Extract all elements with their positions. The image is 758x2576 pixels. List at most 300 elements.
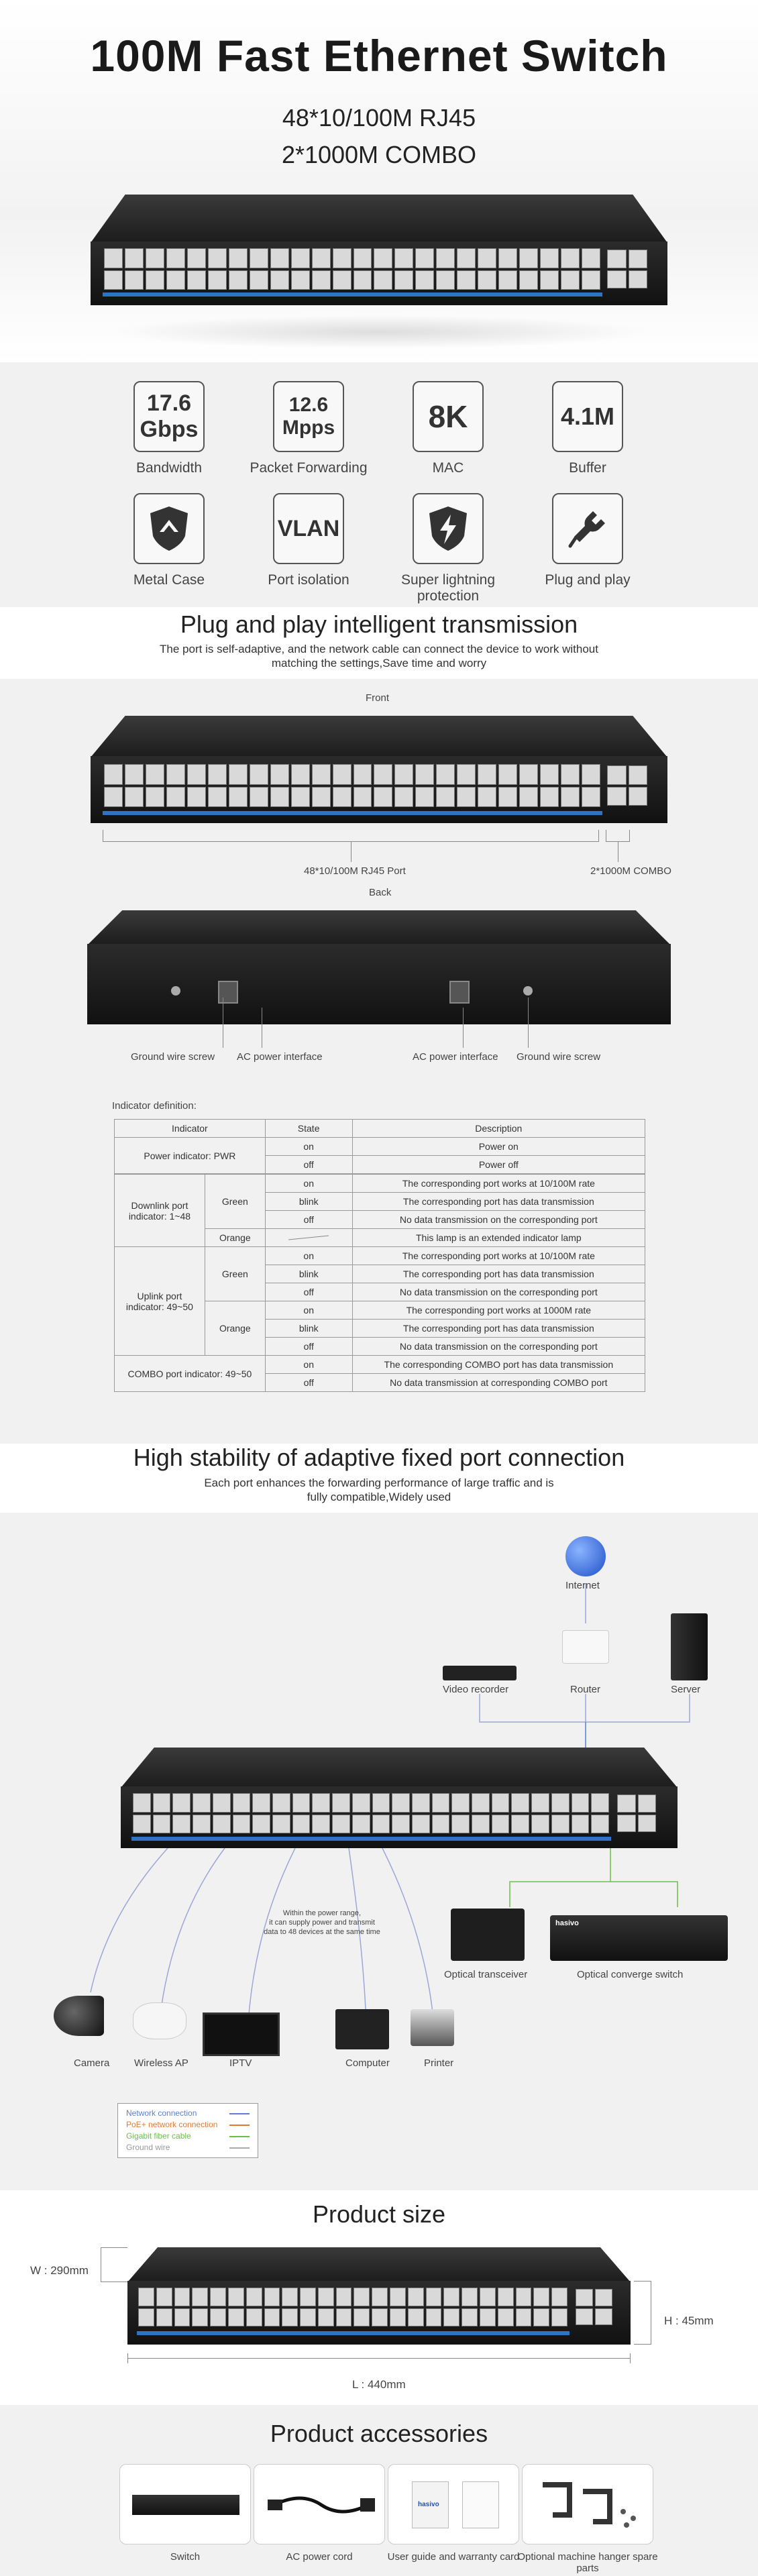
port-cell — [519, 787, 538, 808]
front-label: Front — [366, 692, 390, 704]
port-cell — [270, 787, 289, 808]
port-cell — [436, 764, 455, 785]
port-cell — [272, 1793, 290, 1813]
iptv-label: IPTV — [229, 2057, 252, 2069]
computer-icon — [335, 2009, 389, 2049]
port-cell — [312, 764, 331, 785]
port-cell — [292, 1793, 311, 1813]
port-cell — [213, 1793, 231, 1813]
port-cell — [374, 787, 392, 808]
topology-switch-image — [121, 1748, 678, 1848]
port-cell — [252, 1793, 270, 1813]
port-cell — [125, 764, 144, 785]
port-cell — [125, 248, 144, 268]
computer-label: Computer — [345, 2057, 390, 2069]
table-row: Orange on The corresponding port works at 1000M rate — [115, 1301, 645, 1320]
port-cell — [193, 1815, 211, 1834]
port-cell — [291, 787, 310, 808]
spec-section — [0, 362, 758, 607]
plug-section-title: Plug and play intelligent transmission — [180, 610, 578, 638]
port-cell — [250, 248, 268, 268]
port-cell — [336, 2288, 352, 2306]
port-cell — [138, 2308, 154, 2327]
port-cell — [436, 270, 455, 290]
port-cell — [638, 1794, 657, 1813]
port-cell — [511, 1815, 529, 1834]
internet-label: Internet — [565, 1580, 600, 1591]
port-cell — [591, 1815, 609, 1834]
port-cell — [607, 270, 627, 289]
port-cell — [443, 2308, 459, 2327]
table-row: blink The corresponding port has data transmission — [115, 1265, 645, 1283]
port-cell — [208, 787, 227, 808]
plug-icon — [566, 507, 609, 550]
warranty-card-icon — [462, 2481, 499, 2528]
hero-title: 100M Fast Ethernet Switch — [90, 31, 668, 80]
rj45-port-label: 48*10/100M RJ45 Port — [304, 865, 406, 877]
port-cell — [540, 270, 559, 290]
port-cell — [133, 1793, 151, 1813]
hero-combo-ports — [607, 250, 647, 288]
accessories-band — [0, 2405, 758, 2576]
spec-buffer: 4.1M Buffer — [527, 381, 648, 476]
port-cell — [192, 2308, 208, 2327]
port-cell — [443, 2288, 459, 2306]
port-cell — [390, 2288, 406, 2306]
port-cell — [392, 1815, 410, 1834]
plug-section-desc-1: The port is self-adaptive, and the network cable can connect the device to work without — [160, 643, 598, 655]
table-row: off No data transmission at corresponding COMBO port — [115, 1374, 645, 1392]
port-cell — [156, 2288, 172, 2306]
port-cell — [270, 270, 289, 290]
size-height: H : 45mm — [664, 2314, 714, 2327]
accessory-power-cord-card — [254, 2464, 385, 2544]
back-switch-image — [87, 910, 671, 1024]
port-cell — [354, 248, 372, 268]
port-cell — [595, 2308, 612, 2326]
port-cell — [153, 1815, 171, 1834]
accessory-label-power-cord: AC power cord — [286, 2551, 353, 2563]
port-cell — [498, 764, 517, 785]
switch-thumbnail — [132, 2495, 239, 2515]
port-cell — [104, 764, 123, 785]
port-cell — [607, 787, 627, 806]
camera-label: Camera — [74, 2057, 110, 2069]
port-cell — [166, 248, 185, 268]
port-cell — [213, 1815, 231, 1834]
accessory-label-hanger: Optional machine hanger spare parts — [517, 2551, 658, 2574]
port-cell — [104, 270, 123, 290]
legend-item: Gigabit fiber cable — [126, 2131, 250, 2142]
port-cell — [233, 1815, 251, 1834]
port-cell — [629, 787, 648, 806]
port-cell — [354, 270, 372, 290]
indicator-table — [114, 1119, 645, 1174]
port-cell — [193, 1793, 211, 1813]
port-cell — [318, 2308, 334, 2327]
port-cell — [233, 1793, 251, 1813]
port-cell — [412, 1793, 430, 1813]
port-cell — [166, 787, 185, 808]
port-cell — [372, 1815, 390, 1834]
ground-screw-right — [523, 986, 533, 996]
back-label-ac-right: AC power interface — [413, 1051, 498, 1063]
port-cell — [333, 270, 351, 290]
port-cell — [451, 1793, 470, 1813]
port-cell — [291, 764, 310, 785]
spec-lightning: Super lightning protection — [388, 493, 508, 604]
combo-port-label: 2*1000M COMBO — [590, 865, 671, 877]
legend-item: Ground wire — [126, 2142, 250, 2153]
port-cell — [582, 270, 600, 290]
port-cell — [394, 270, 413, 290]
connection-legend — [117, 2103, 258, 2158]
indicator-caption: Indicator definition: — [112, 1100, 197, 1112]
port-cell — [551, 2308, 567, 2327]
video-recorder-label: Video recorder — [443, 1684, 509, 1695]
brand-logo: hasivo — [555, 1919, 579, 1927]
port-cell — [372, 2288, 388, 2306]
port-cell — [125, 270, 144, 290]
port-cell — [462, 2308, 478, 2327]
port-cell — [291, 248, 310, 268]
wireless-ap-icon — [133, 2002, 186, 2039]
port-cell — [519, 248, 538, 268]
spec-port-isolation: VLAN Port isolation — [248, 493, 369, 588]
port-cell — [426, 2308, 442, 2327]
port-cell — [166, 764, 185, 785]
power-note: Within the power range, it can supply power and transmit data to 48 devices at the same time — [264, 1909, 380, 1936]
port-cell — [174, 2308, 191, 2327]
port-cell — [576, 2289, 593, 2306]
port-cell — [138, 2288, 154, 2306]
port-cell — [354, 764, 372, 785]
port-cell — [172, 1793, 191, 1813]
router-label: Router — [570, 1684, 601, 1695]
port-cell — [146, 248, 164, 268]
port-cell — [533, 2308, 549, 2327]
optical-switch-label: Optical converge switch — [577, 1969, 684, 1980]
server-icon — [671, 1613, 708, 1680]
ac-power-socket-right — [449, 981, 470, 1004]
port-cell — [252, 1815, 270, 1834]
port-cell — [354, 2288, 370, 2306]
camera-icon — [54, 1996, 104, 2036]
port-cell — [192, 2288, 208, 2306]
port-cell — [229, 764, 248, 785]
port-cell — [408, 2308, 424, 2327]
port-cell — [415, 248, 434, 268]
port-cell — [390, 2308, 406, 2327]
shield-icon — [148, 505, 191, 552]
back-label-ac-left: AC power interface — [237, 1051, 323, 1063]
video-recorder-icon — [443, 1666, 517, 1680]
iptv-icon — [203, 2012, 280, 2056]
port-cell — [172, 1815, 191, 1834]
table-row: Downlink port indicator: 1~48 Green on The corresponding port works at 10/100M rate — [115, 1175, 645, 1193]
port-cell — [270, 248, 289, 268]
accessory-label-switch: Switch — [170, 2551, 201, 2563]
port-cell — [264, 2288, 280, 2306]
port-cell — [272, 1815, 290, 1834]
port-cell — [372, 1793, 390, 1813]
port-cell — [540, 787, 559, 808]
port-cell — [187, 787, 206, 808]
guide-brand-logo: hasivo — [418, 2501, 439, 2508]
port-cell — [156, 2308, 172, 2327]
port-cell — [540, 764, 559, 785]
port-cell — [153, 1793, 171, 1813]
back-label-ground-right: Ground wire screw — [517, 1051, 601, 1063]
port-cell — [210, 2308, 226, 2327]
slash-mark — [288, 1234, 329, 1241]
hero-rj45-ports — [104, 248, 600, 290]
port-cell — [300, 2288, 316, 2306]
front-switch-image — [91, 716, 667, 823]
table-row: off Power off — [115, 1156, 645, 1174]
port-cell — [426, 2288, 442, 2306]
size-length: L : 440mm — [352, 2378, 406, 2391]
port-cell — [478, 248, 496, 268]
port-cell — [617, 1794, 636, 1813]
optical-switch-icon — [550, 1915, 728, 1961]
port-cell — [415, 787, 434, 808]
stability-desc-1: Each port enhances the forwarding performance of large traffic and is — [204, 1477, 554, 1489]
accessory-hanger-card — [522, 2464, 653, 2544]
topology-band — [0, 1513, 758, 2190]
port-cell — [228, 2308, 244, 2327]
port-cell — [412, 1815, 430, 1834]
globe-icon — [565, 1536, 606, 1576]
optical-transceiver-icon — [451, 1909, 525, 1961]
table-row: blink The corresponding port has data transmission — [115, 1193, 645, 1211]
port-cell — [374, 764, 392, 785]
port-cell — [354, 787, 372, 808]
stability-title: High stability of adaptive fixed port connection — [133, 1444, 625, 1471]
port-cell — [561, 787, 580, 808]
printer-label: Printer — [424, 2057, 454, 2069]
legend-item: Network connection — [126, 2108, 250, 2119]
port-cell — [104, 787, 123, 808]
port-cell — [432, 1793, 450, 1813]
stability-desc-2: fully compatible,Widely used — [307, 1491, 451, 1503]
spec-metal-case: Metal Case — [109, 493, 229, 588]
port-cell — [472, 1793, 490, 1813]
port-cell — [457, 248, 476, 268]
table-row: Uplink port indicator: 49~50 Green on The corresponding port works at 10/100M rate — [115, 1247, 645, 1265]
port-cell — [551, 2288, 567, 2306]
table-row: Indicator State Description — [115, 1120, 645, 1138]
user-guide-icon — [412, 2481, 449, 2528]
table-row: off No data transmission on the corresponding port — [115, 1338, 645, 1356]
power-cord-icon — [268, 2485, 375, 2525]
port-cell — [576, 2308, 593, 2326]
port-cell — [187, 270, 206, 290]
optical-transceiver-label: Optical transceiver — [444, 1969, 528, 1980]
port-cell — [318, 2288, 334, 2306]
port-cell — [432, 1815, 450, 1834]
port-cell — [582, 787, 600, 808]
port-cell — [174, 2288, 191, 2306]
port-cell — [519, 270, 538, 290]
port-cell — [372, 2308, 388, 2327]
table-row: off No data transmission on the corresponding port — [115, 1283, 645, 1301]
wireless-ap-label: Wireless AP — [134, 2057, 188, 2069]
port-cell — [457, 764, 476, 785]
port-cell — [208, 764, 227, 785]
port-cell — [582, 764, 600, 785]
port-cell — [246, 2308, 262, 2327]
port-cell — [250, 764, 268, 785]
port-cell — [572, 1793, 590, 1813]
port-cell — [561, 764, 580, 785]
port-cell — [591, 1793, 609, 1813]
port-cell — [312, 787, 331, 808]
port-cell — [498, 787, 517, 808]
port-cell — [264, 2308, 280, 2327]
port-cell — [333, 787, 351, 808]
hero-subtitle-ports: 48*10/100M RJ45 — [282, 104, 476, 131]
port-cell — [436, 248, 455, 268]
port-cell — [551, 1793, 570, 1813]
accessory-switch-card — [119, 2464, 251, 2544]
spec-mac: 8K MAC — [388, 381, 508, 476]
back-label: Back — [369, 887, 392, 898]
table-row: off No data transmission on the corresponding port — [115, 1211, 645, 1229]
port-cell — [352, 1815, 370, 1834]
port-cell — [472, 1815, 490, 1834]
port-cell — [146, 764, 164, 785]
port-cell — [333, 764, 351, 785]
port-cell — [629, 270, 648, 289]
port-cell — [354, 2308, 370, 2327]
port-cell — [332, 1793, 350, 1813]
lightning-icon — [427, 505, 470, 552]
server-label: Server — [671, 1684, 701, 1695]
port-cell — [415, 764, 434, 785]
port-cell — [551, 1815, 570, 1834]
port-cell — [187, 248, 206, 268]
accessory-guide-card — [388, 2464, 519, 2544]
port-cell — [270, 764, 289, 785]
hero-subtitle-combo: 2*1000M COMBO — [281, 141, 477, 168]
port-cell — [533, 2288, 549, 2306]
legend-item: PoE+ network connection — [126, 2119, 250, 2131]
size-title: Product size — [312, 2200, 446, 2228]
port-cell — [228, 2288, 244, 2306]
port-cell — [292, 1815, 311, 1834]
port-cell — [408, 2288, 424, 2306]
port-cell — [166, 270, 185, 290]
topology-lines — [0, 1513, 758, 2190]
port-cell — [392, 1793, 410, 1813]
port-cell — [312, 248, 331, 268]
port-cell — [229, 248, 248, 268]
port-cell — [629, 250, 648, 268]
port-cell — [462, 2288, 478, 2306]
spec-packet-forwarding: 12.6 Mpps Packet Forwarding — [248, 381, 369, 476]
port-cell — [540, 248, 559, 268]
table-row: blink The corresponding port has data transmission — [115, 1320, 645, 1338]
port-cell — [629, 765, 648, 785]
port-cell — [519, 764, 538, 785]
hero-switch-image — [91, 195, 667, 305]
port-cell — [457, 270, 476, 290]
spec-bandwidth: 17.6 Gbps Bandwidth — [109, 381, 229, 476]
port-cell — [300, 2308, 316, 2327]
table-row: Orange This lamp is an extended indicator lamp — [115, 1229, 645, 1247]
port-cell — [478, 787, 496, 808]
port-cell — [582, 248, 600, 268]
port-cell — [638, 1815, 657, 1833]
port-cell — [451, 1815, 470, 1834]
port-cell — [336, 2308, 352, 2327]
port-cell — [187, 764, 206, 785]
table-row: COMBO port indicator: 49~50 on The corresponding COMBO port has data transmission — [115, 1356, 645, 1374]
port-cell — [352, 1793, 370, 1813]
port-cell — [531, 1793, 549, 1813]
port-cell — [250, 787, 268, 808]
port-cell — [146, 270, 164, 290]
port-cell — [561, 270, 580, 290]
port-cell — [607, 765, 627, 785]
port-cell — [480, 2308, 496, 2327]
hero-section — [0, 0, 758, 362]
port-cell — [250, 270, 268, 290]
port-cell — [617, 1815, 636, 1833]
port-cell — [457, 787, 476, 808]
port-cell — [312, 1815, 330, 1834]
hanger-bracket-icon — [536, 2478, 643, 2532]
port-cell — [595, 2289, 612, 2306]
size-switch-image — [127, 2247, 631, 2345]
port-cell — [492, 1793, 510, 1813]
port-cell — [208, 248, 227, 268]
port-cell — [492, 1815, 510, 1834]
port-cell — [332, 1815, 350, 1834]
port-cell — [125, 787, 144, 808]
port-cell — [246, 2288, 262, 2306]
port-cell — [333, 248, 351, 268]
port-cell — [374, 270, 392, 290]
accessory-label-guide: User guide and warranty card — [387, 2551, 520, 2563]
port-cell — [415, 270, 434, 290]
port-cell — [312, 1793, 330, 1813]
port-cell — [498, 2288, 514, 2306]
port-cell — [208, 270, 227, 290]
size-width: W : 290mm — [30, 2264, 89, 2277]
port-cell — [436, 787, 455, 808]
port-cell — [374, 248, 392, 268]
port-cell — [282, 2288, 298, 2306]
port-cell — [572, 1815, 590, 1834]
printer-icon — [411, 2009, 454, 2046]
port-cell — [531, 1815, 549, 1834]
port-cell — [146, 787, 164, 808]
plug-section-desc-2: matching the settings,Save time and worry — [271, 657, 487, 669]
router-icon — [562, 1630, 609, 1664]
port-cell — [478, 764, 496, 785]
accessories-title: Product accessories — [270, 2420, 488, 2447]
port-cell — [312, 270, 331, 290]
port-cell — [291, 270, 310, 290]
ground-screw-left — [171, 986, 180, 996]
port-cell — [210, 2288, 226, 2306]
port-cell — [478, 270, 496, 290]
port-cell — [498, 2308, 514, 2327]
port-cell — [229, 787, 248, 808]
port-cell — [133, 1815, 151, 1834]
